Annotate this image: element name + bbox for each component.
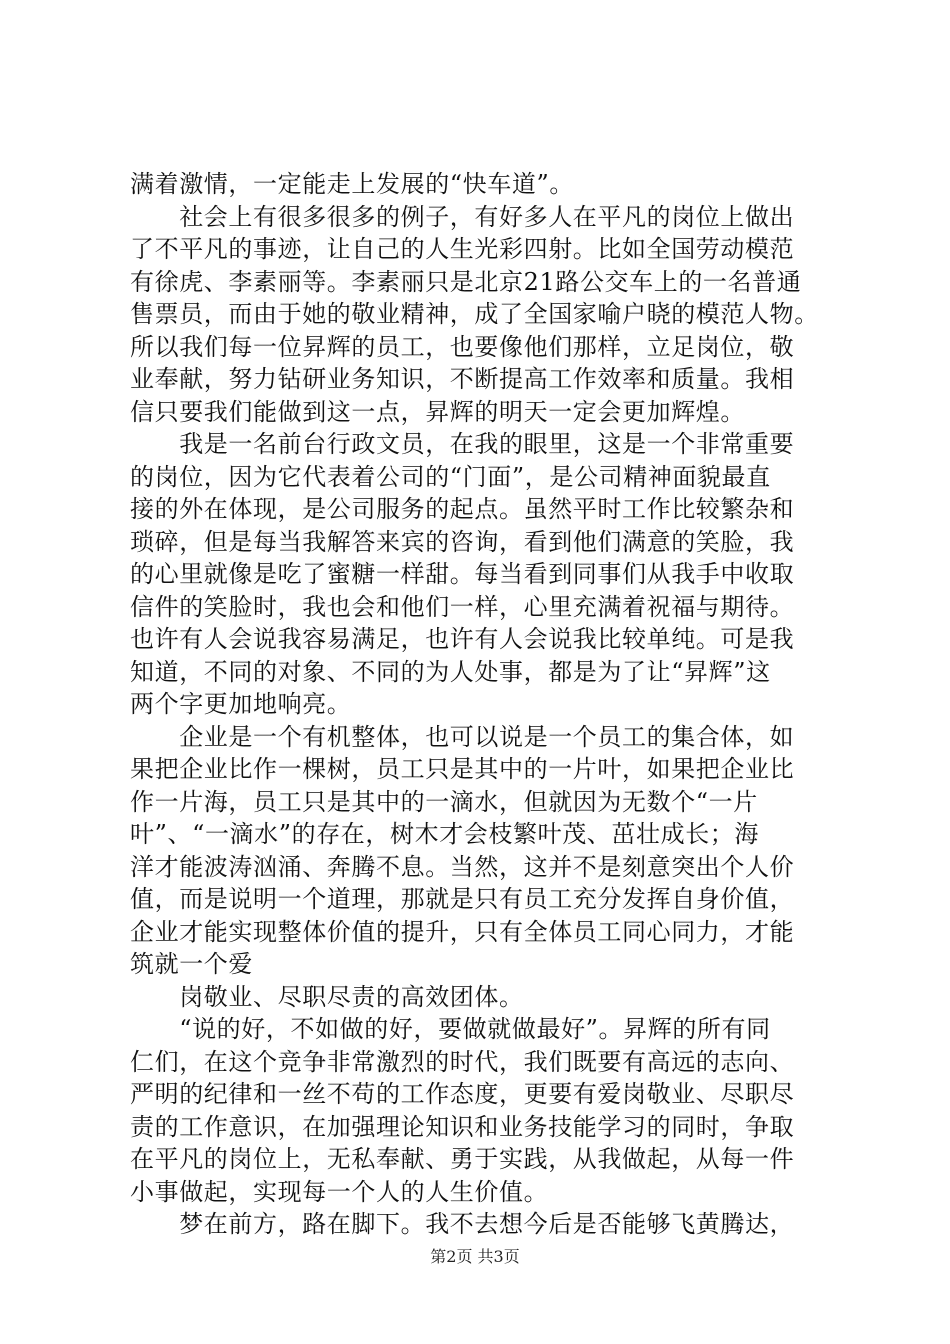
text-line: 的心里就像是吃了蜜糖一样甜。每当看到同事们从我手中收取 — [130, 560, 795, 588]
text-line: 企业才能实现整体价值的提升，只有全体员工同心同力，才能 — [130, 917, 795, 946]
text-line: 筑就一个爱 — [130, 950, 253, 978]
text-line: 岗敬业、尽职尽责的高效团体。 — [130, 982, 524, 1011]
text-line: 所以我们每一位昇辉的员工，也要像他们那样，立足岗位，敬 — [130, 332, 795, 361]
text-line: 知道，不同的对象、不同的为人处事，都是为了让“昇辉”这 — [130, 657, 771, 686]
text-line: 接的外在体现，是公司服务的起点。虽然平时工作比较繁杂和 — [130, 495, 795, 523]
text-line: 我是一名前台行政文员，在我的眼里，这是一个非常重要 — [130, 430, 795, 458]
text-line: 琐碎，但是每当我解答来宾的咨询，看到他们满意的笑脸，我 — [130, 527, 795, 556]
body-text — [130, 168, 830, 1241]
text-line: 满着激情，一定能走上发展的“快车道”。 — [130, 170, 574, 198]
text-line: 业奉献，努力钻研业务知识，不断提高工作效率和质量。我相 — [130, 365, 795, 393]
text-line: 企业是一个有机整体，也可以说是一个员工的集合体，如 — [130, 722, 795, 751]
text-line: 售票员，而由于她的敬业精神，成了全国家喻户晓的模范人物。 — [130, 300, 819, 328]
text-line: 两个字更加地响亮。 — [130, 690, 352, 718]
text-line: 的岗位，因为它代表着公司的“门面”，是公司精神面貌最直 — [130, 462, 771, 491]
text-line: 梦在前方，路在脚下。我不去想今后是否能够飞黄腾达， — [130, 1210, 795, 1238]
text-line: 严明的纪律和一丝不苟的工作态度，更要有爱岗敬业、尽职尽 — [130, 1080, 795, 1108]
text-line: 仁们，在这个竞争非常激烈的时代，我们既要有高远的志向、 — [130, 1047, 795, 1076]
text-line: 信件的笑脸时，我也会和他们一样，心里充满着祝福与期待。 — [130, 592, 795, 621]
text-line: 洋才能波涛汹涌、奔腾不息。当然，这并不是刻意突出个人价 — [130, 852, 795, 881]
text-line: 果把企业比作一棵树，员工只是其中的一片叶，如果把企业比 — [130, 755, 795, 783]
text-line: 值，而是说明一个道理，那就是只有员工充分发挥自身价值， — [130, 885, 795, 913]
text-line: 叶”、“一滴水”的存在，树木才会枝繁叶茂、茁壮成长；海 — [130, 820, 760, 848]
text-line: 在平凡的岗位上，无私奉献、勇于实践，从我做起，从每一件 — [130, 1145, 795, 1173]
text-line: 也许有人会说我容易满足，也许有人会说我比较单纯。可是我 — [130, 625, 795, 653]
text-line: 了不平凡的事迹，让自己的人生光彩四射。比如全国劳动模范 — [130, 235, 795, 263]
text-line: 社会上有很多很多的例子，有好多人在平凡的岗位上做出 — [130, 202, 795, 231]
text-line: 有徐虎、李素丽等。李素丽只是北京21路公交车上的一名普通 — [130, 267, 802, 296]
text-line: 作一片海，员工只是其中的一滴水，但就因为无数个“一片 — [130, 787, 758, 816]
page-footer: 第2页 共3页 — [430, 1247, 520, 1266]
text-line: “说的好，不如做的好，要做就做最好”。昇辉的所有同 — [130, 1015, 771, 1043]
text-line: 小事做起，实现每一个人的人生价值。 — [130, 1177, 549, 1206]
text-line: 责的工作意识，在加强理论知识和业务技能学习的同时，争取 — [130, 1112, 795, 1141]
text-line: 信只要我们能做到这一点，昇辉的明天一定会更加辉煌。 — [130, 397, 745, 426]
